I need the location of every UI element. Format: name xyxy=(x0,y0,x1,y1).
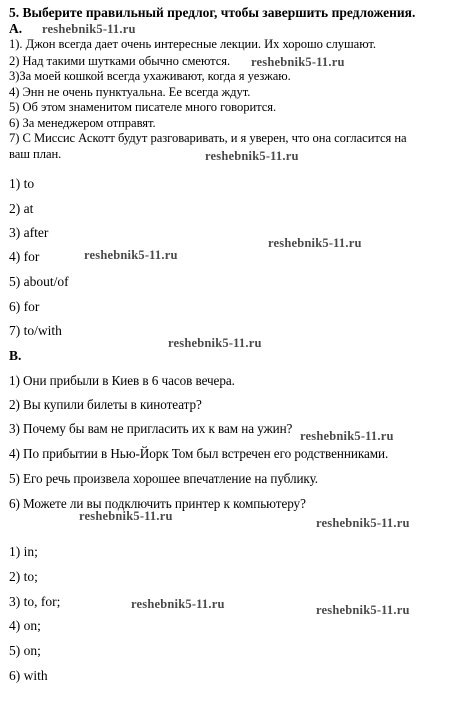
section-a-sentence: 2) Над такими шутками обычно смеются. xyxy=(9,54,231,68)
section-a-answer: 6) for xyxy=(9,299,40,314)
section-b-sentence: 2) Вы купили билеты в кинотеатр? xyxy=(9,397,202,412)
section-a-answer: 5) about/of xyxy=(9,274,69,289)
section-b-answer: 5) on; xyxy=(9,643,41,658)
section-b-answer: 1) in; xyxy=(9,544,38,559)
section-b-sentence: 6) Можете ли вы подключить принтер к компьютеру? xyxy=(9,496,306,511)
watermark: reshebnik5-11.ru xyxy=(42,22,136,36)
section-b-answer: 2) to; xyxy=(9,569,38,584)
section-a-sentence: 5) Об этом знаменитом писателе много говорится. xyxy=(9,100,277,114)
watermark: reshebnik5-11.ru xyxy=(300,429,394,443)
watermark: reshebnik5-11.ru xyxy=(268,236,362,250)
section-a-answer: 1) to xyxy=(9,176,35,191)
section-a-sentence: 1). Джон всегда дает очень интересные лекции. Их хорошо слушают. xyxy=(9,37,377,51)
section-b-answer: 3) to, for; xyxy=(9,594,61,609)
section-a-answer: 7) to/with xyxy=(9,323,62,338)
watermark: reshebnik5-11.ru xyxy=(168,336,262,350)
section-a-sentence: 4) Энн не очень пунктуальна. Ее всегда ждут. xyxy=(9,85,251,99)
section-a-sentence: 7) С Миссис Аскотт будут разговаривать, и я уверен, что она согласится на xyxy=(9,131,407,145)
watermark: reshebnik5-11.ru xyxy=(205,149,299,163)
watermark: reshebnik5-11.ru xyxy=(84,248,178,262)
section-a-sentence: ваш план. xyxy=(9,147,62,161)
section-a-sentence: 3)За моей кошкой всегда ухаживают, когда я уезжаю. xyxy=(9,69,291,83)
section-b-sentence: 4) По прибытии в Нью-Йорк Том был встречен его родственниками. xyxy=(9,446,389,461)
section-b-answer: 4) on; xyxy=(9,618,41,633)
watermark: reshebnik5-11.ru xyxy=(131,597,225,611)
watermark: reshebnik5-11.ru xyxy=(316,603,410,617)
section-a-answer: 4) for xyxy=(9,249,40,264)
section-b-sentence: 3) Почему бы вам не пригласить их к вам на ужин? xyxy=(9,421,293,436)
section-a-answer: 3) after xyxy=(9,225,49,240)
section-a-label: A. xyxy=(9,21,23,36)
exercise-title: 5. Выберите правильный предлог, чтобы завершить предложения. xyxy=(9,5,416,20)
watermark: reshebnik5-11.ru xyxy=(251,55,345,69)
section-b-answer: 6) with xyxy=(9,668,48,683)
section-b-sentence: 1) Они прибыли в Киев в 6 часов вечера. xyxy=(9,373,235,388)
watermark: reshebnik5-11.ru xyxy=(79,509,173,523)
section-a-answer: 2) at xyxy=(9,201,34,216)
watermark: reshebnik5-11.ru xyxy=(316,516,410,530)
section-b-sentence: 5) Его речь произвела хорошее впечатление на публику. xyxy=(9,471,318,486)
section-a-sentence: 6) За менеджером отправят. xyxy=(9,116,156,130)
section-b-label: B. xyxy=(9,348,22,363)
